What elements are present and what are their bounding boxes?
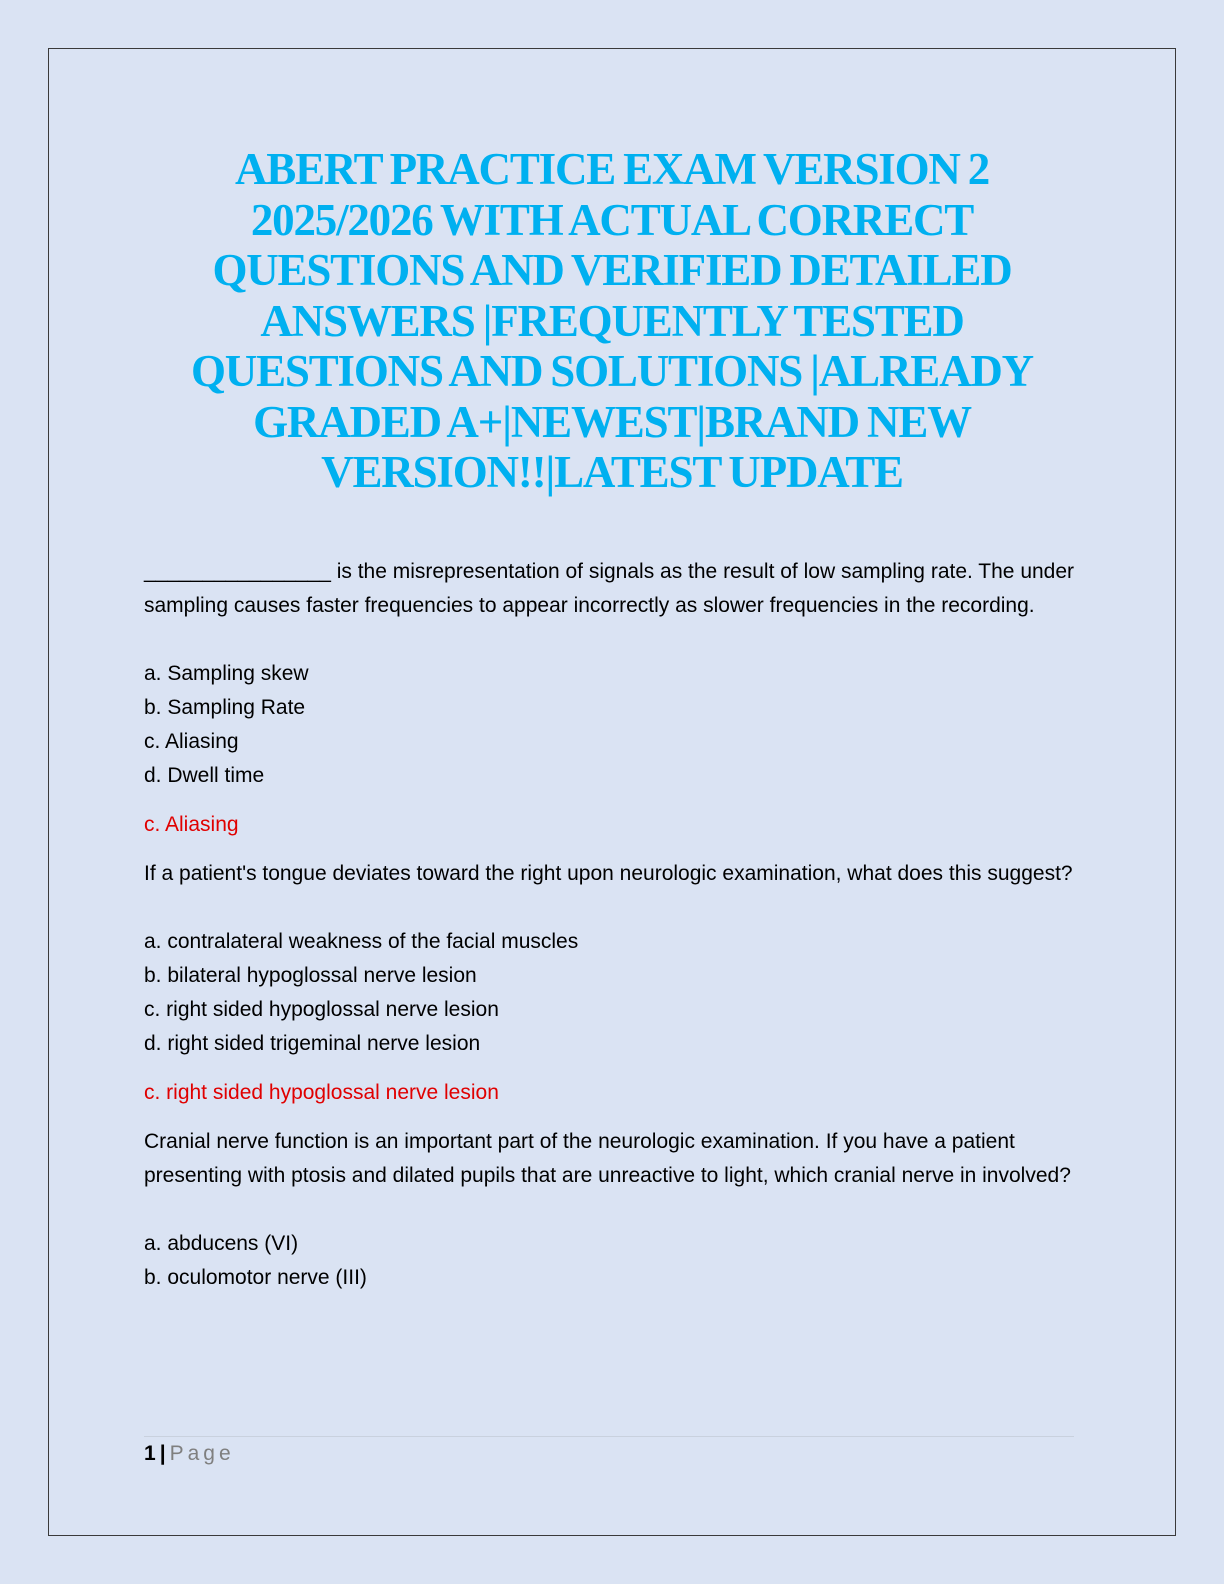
question-block-2: [144, 857, 1084, 1110]
option-b: b. Sampling Rate: [144, 696, 306, 719]
option-list: [144, 925, 1084, 1061]
page-footer: [144, 1440, 235, 1468]
footer-divider: [144, 1436, 1074, 1437]
question-block-3: [144, 1125, 1084, 1295]
page-label: Page: [169, 1442, 235, 1465]
option-b: b. bilateral hypoglossal nerve lesion: [144, 964, 477, 987]
page-number: 1: [144, 1442, 156, 1465]
question-text: If a patient's tongue deviates toward the right upon neurologic examination, what does this suggest?: [144, 862, 1073, 885]
option-list: [144, 1227, 1084, 1295]
option-c: c. Aliasing: [144, 730, 239, 753]
option-b: b. oculomotor nerve (III): [144, 1266, 367, 1289]
option-a: a. abducens (VI): [144, 1232, 299, 1255]
option-a: a. Sampling skew: [144, 662, 309, 685]
option-c: c. right sided hypoglossal nerve lesion: [144, 998, 499, 1021]
footer-separator: |: [159, 1442, 166, 1465]
question-text: ________________ is the misrepresentation of signals as the result of low sampling rate. The under sampling causes faster frequencies to appear incorrectly as slower frequencies in the recording.: [144, 560, 1075, 617]
option-d: d. right sided trigeminal nerve lesion: [144, 1032, 481, 1055]
question-text: Cranial nerve function is an important part of the neurologic examination. If you have a patient presenting with ptosis and dilated pupils that are unreactive to light, which cranial nerve in involved?: [144, 1130, 1071, 1187]
correct-answer: c. right sided hypoglossal nerve lesion: [144, 1081, 499, 1104]
correct-answer: c. Aliasing: [144, 813, 239, 836]
option-list: [144, 657, 1084, 793]
option-a: a. contralateral weakness of the facial muscles: [144, 930, 579, 953]
document-title: ABERT PRACTICE EXAM VERSION 2 2025/2026 WITH ACTUAL CORRECT QUESTIONS AND VERIFIED DETAILED ANSWERS |FREQUENTLY TESTED QUESTIONS AND SOLUTIONS |ALREADY GRADED A+|NEWEST|BRAND NEW VERSION!!|LATEST UPDATE: [191, 144, 1033, 497]
question-block-1: [144, 555, 1084, 842]
document-body: [144, 555, 1084, 1295]
option-d: d. Dwell time: [144, 764, 265, 787]
